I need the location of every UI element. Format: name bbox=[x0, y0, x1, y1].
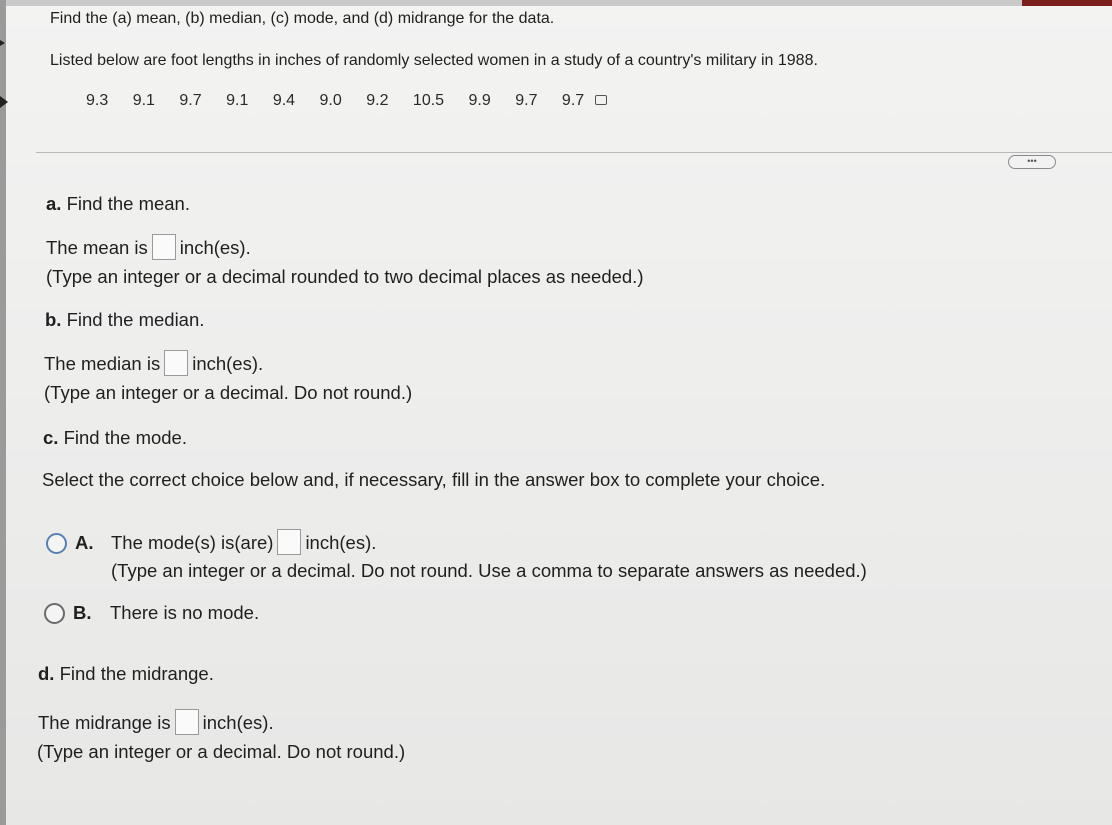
part-a-answer-suffix: inch(es). bbox=[179, 236, 251, 258]
part-b-label: b. bbox=[45, 309, 62, 330]
part-d-hint: (Type an integer or a decimal. Do not round.) bbox=[37, 741, 406, 762]
part-b-heading bbox=[45, 309, 204, 331]
mean-input[interactable] bbox=[152, 234, 176, 260]
data-value: 9.9 bbox=[468, 92, 491, 109]
part-b-answer-line bbox=[44, 352, 263, 378]
part-d-answer-prefix: The midrange is bbox=[38, 711, 171, 733]
mode-choice-a-radio[interactable] bbox=[46, 533, 67, 554]
median-input[interactable] bbox=[164, 350, 188, 376]
part-d-answer-line bbox=[38, 711, 274, 737]
pointer-arrow-icon bbox=[0, 40, 5, 46]
section-divider bbox=[36, 152, 1112, 153]
top-bar bbox=[0, 0, 1112, 6]
data-value: 9.0 bbox=[319, 92, 342, 109]
part-a-prompt: Find the mean. bbox=[66, 193, 190, 214]
part-c-heading bbox=[43, 427, 187, 449]
data-value: 9.4 bbox=[272, 92, 296, 109]
data-value: 9.1 bbox=[226, 92, 249, 109]
part-d-label: d. bbox=[38, 663, 55, 684]
part-a-hint: (Type an integer or a decimal rounded to two decimal places as needed.) bbox=[46, 266, 644, 287]
part-c-prompt: Find the mode. bbox=[63, 427, 187, 448]
part-b-hint: (Type an integer or a decimal. Do not round.) bbox=[44, 382, 413, 403]
part-c-instruction: Select the correct choice below and, if necessary, fill in the answer box to complete your choice. bbox=[42, 469, 826, 490]
data-description: Listed below are foot lengths in inches of randomly selected women in a study of a country's military in 1988. bbox=[50, 52, 818, 69]
mode-input[interactable] bbox=[277, 529, 301, 555]
midrange-input[interactable] bbox=[175, 709, 199, 735]
mode-choice-a-line bbox=[75, 531, 376, 557]
top-bar-accent bbox=[1022, 0, 1112, 6]
part-a-heading bbox=[46, 193, 190, 215]
part-d-answer-suffix: inch(es). bbox=[202, 711, 274, 733]
choice-a-prefix: The mode(s) is(are) bbox=[111, 531, 274, 553]
part-b-answer-suffix: inch(es). bbox=[192, 352, 264, 374]
data-values-row bbox=[86, 92, 607, 110]
question-text: Find the (a) mean, (b) median, (c) mode, and (d) midrange for the data. bbox=[50, 10, 555, 27]
choice-b-label: B. bbox=[73, 602, 92, 623]
part-c-label: c. bbox=[43, 427, 59, 448]
choice-b-text: There is no mode. bbox=[110, 602, 260, 623]
part-b-answer-prefix: The median is bbox=[44, 352, 161, 374]
left-edge bbox=[0, 0, 6, 825]
part-a-label: a. bbox=[46, 193, 62, 214]
choice-a-suffix: inch(es). bbox=[305, 531, 377, 553]
data-value: 9.7 bbox=[561, 92, 585, 109]
part-d-heading bbox=[38, 663, 214, 685]
data-value: 9.7 bbox=[179, 92, 202, 109]
part-d-prompt: Find the midrange. bbox=[59, 663, 214, 684]
part-a-answer-line bbox=[46, 236, 251, 262]
mode-choice-b-radio[interactable] bbox=[44, 603, 65, 624]
more-options-button[interactable]: ••• bbox=[1008, 155, 1056, 169]
mode-choice-b-line bbox=[73, 602, 259, 624]
choice-a-hint: (Type an integer or a decimal. Do not round. Use a comma to separate answers as needed.) bbox=[111, 560, 867, 581]
data-value: 10.5 bbox=[412, 92, 445, 109]
copy-data-icon[interactable] bbox=[595, 95, 607, 105]
data-value: 9.7 bbox=[515, 92, 538, 109]
part-a-answer-prefix: The mean is bbox=[46, 236, 148, 258]
data-value: 9.2 bbox=[366, 92, 389, 109]
pointer-arrow-icon bbox=[0, 96, 8, 108]
data-value: 9.1 bbox=[132, 92, 155, 109]
part-b-prompt: Find the median. bbox=[66, 309, 205, 330]
choice-a-label: A. bbox=[75, 531, 94, 553]
data-value: 9.3 bbox=[86, 92, 109, 109]
